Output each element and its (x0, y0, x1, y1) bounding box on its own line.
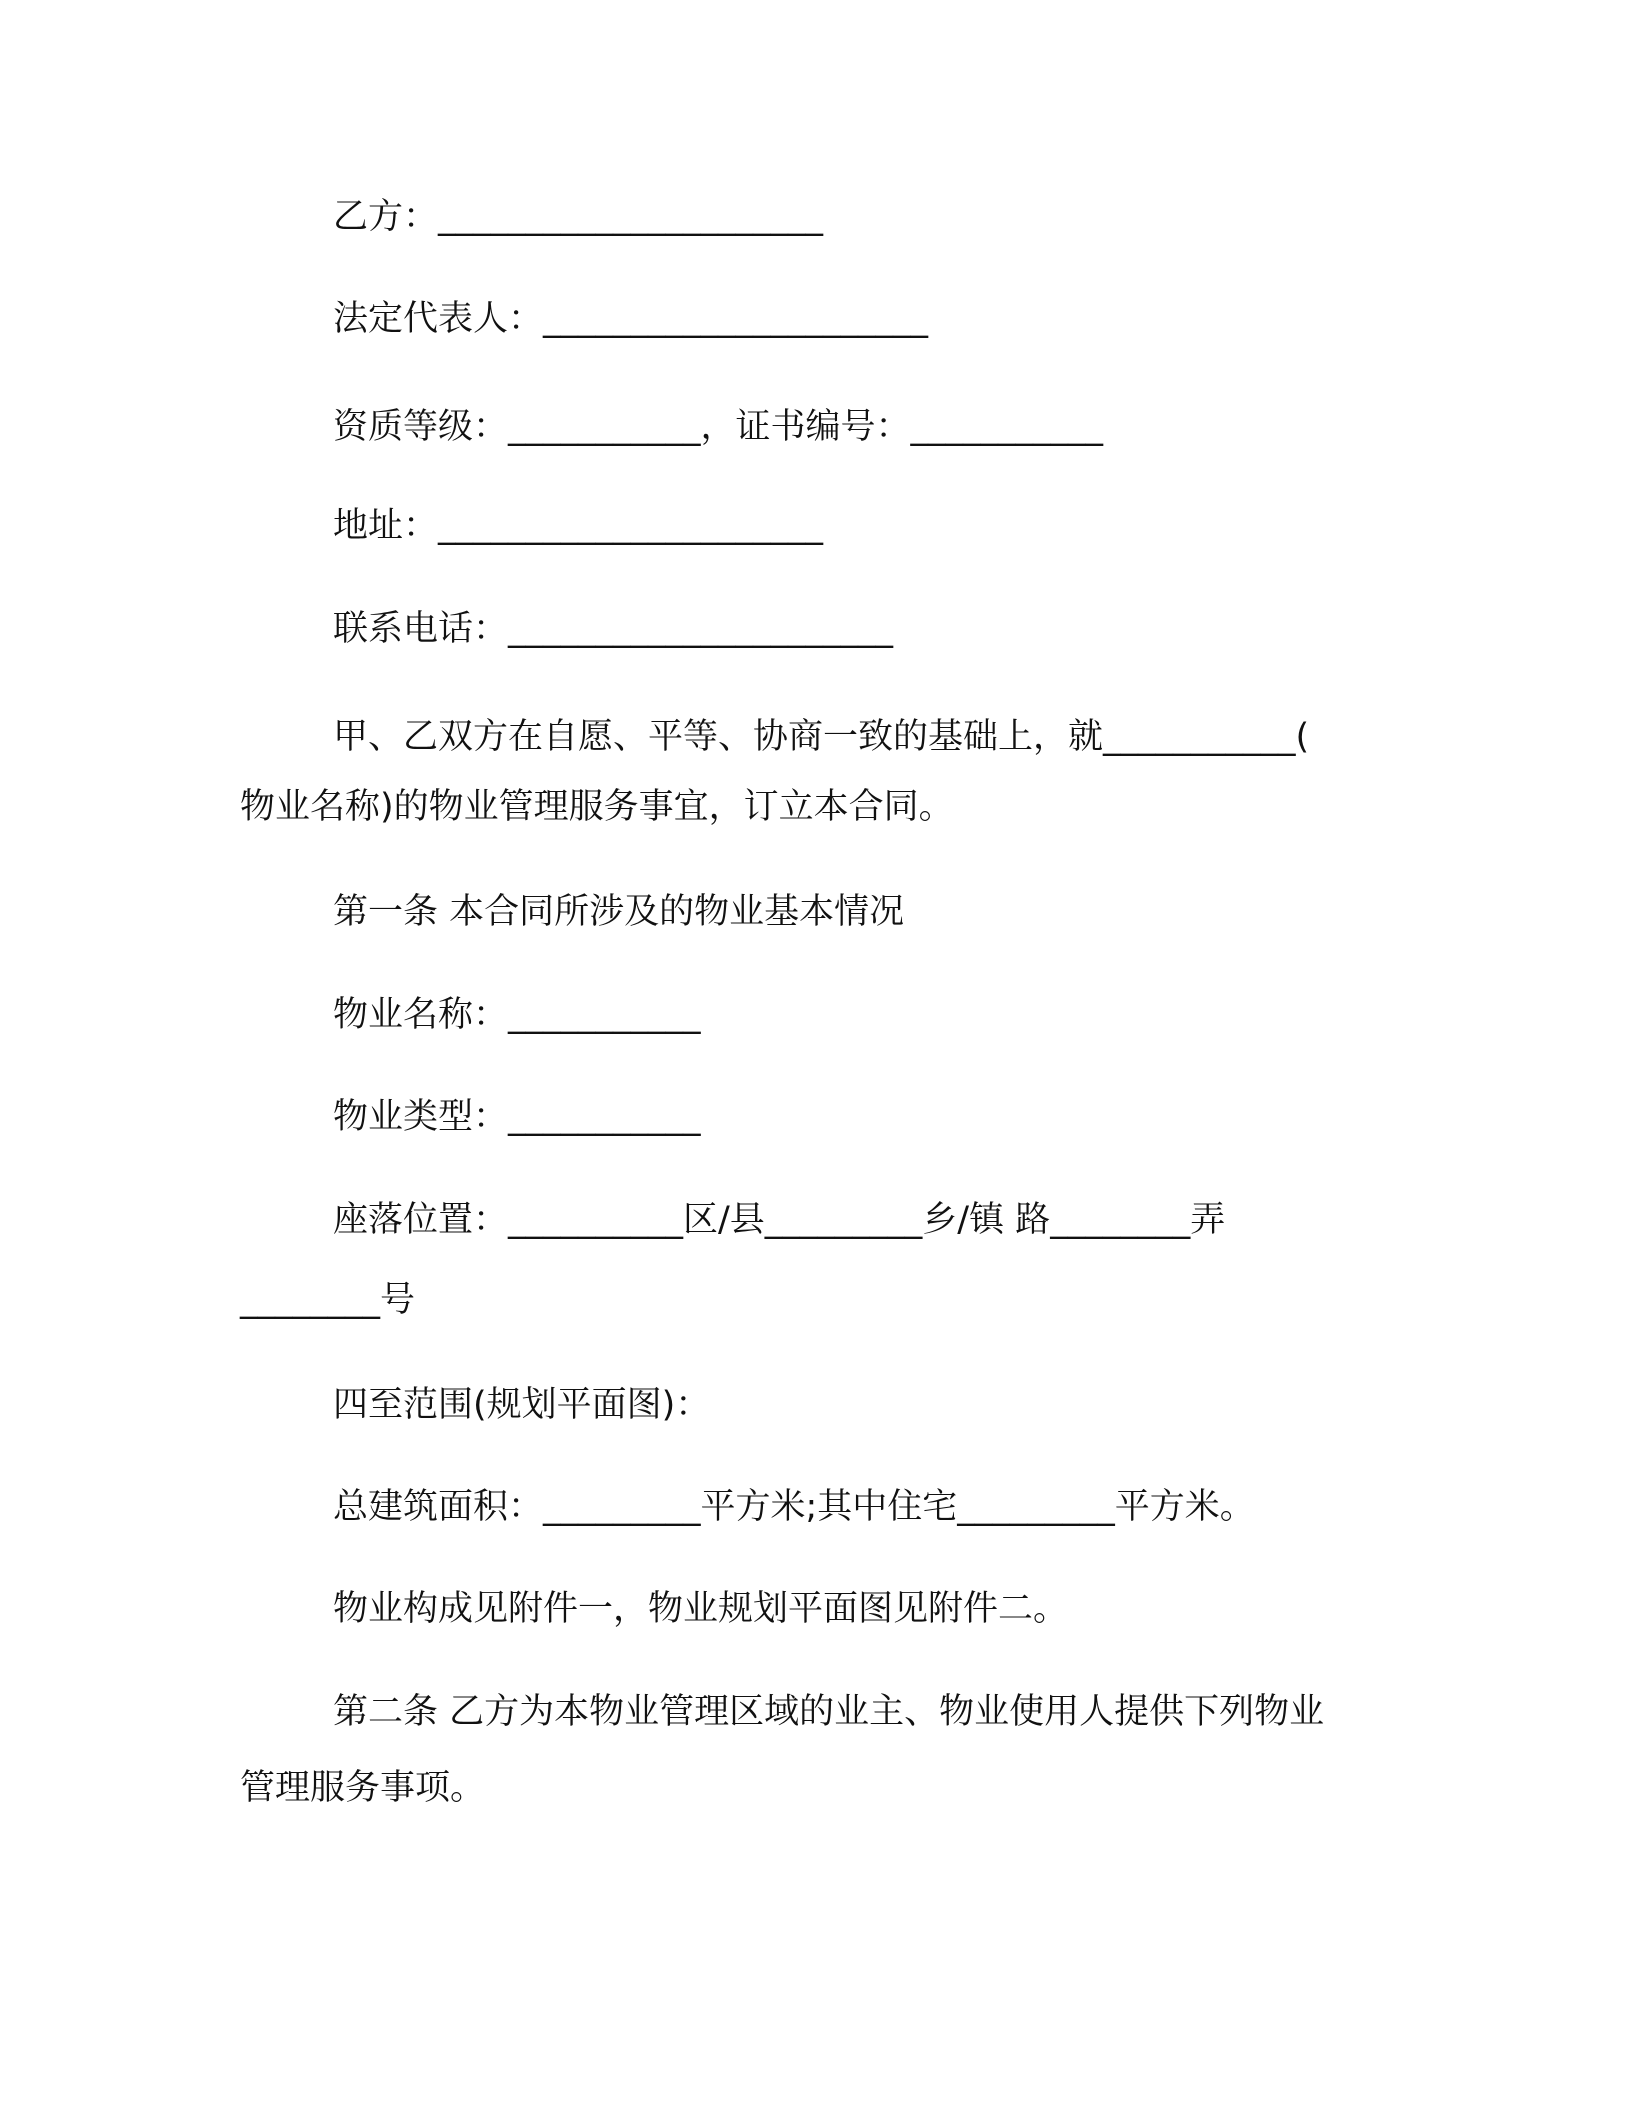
location-line-2: ________号 (240, 1280, 416, 1320)
article-two-line-2: 管理服务事项。 (240, 1768, 486, 1808)
party-b-line: 乙方：______________________ (333, 197, 824, 237)
qualification-certificate-line: 资质等级：___________，证书编号：___________ (333, 407, 1104, 447)
attachments-line: 物业构成见附件一，物业规划平面图见附件二。 (333, 1589, 1069, 1629)
article-one-heading: 第一条 本合同所涉及的物业基本情况 (333, 892, 905, 932)
article-two-line-1: 第二条 乙方为本物业管理区域的业主、物业使用人提供下列物业 (333, 1692, 1325, 1732)
property-type-line: 物业类型：___________ (333, 1097, 701, 1137)
floor-area-line: 总建筑面积：_________平方米;其中住宅_________平方米。 (333, 1487, 1255, 1527)
agreement-paragraph-line-2: 物业名称)的物业管理服务事宜，订立本合同。 (240, 787, 954, 827)
phone-line: 联系电话：______________________ (333, 609, 894, 649)
agreement-paragraph-line-1: 甲、乙双方在自愿、平等、协商一致的基础上，就___________( (333, 717, 1310, 757)
legal-representative-line: 法定代表人：______________________ (333, 299, 929, 339)
location-line-1: 座落位置：__________区/县_________乡/镇 路________弄 (333, 1200, 1226, 1240)
address-line: 地址：______________________ (333, 506, 824, 546)
boundary-line: 四至范围(规划平面图)： (333, 1385, 711, 1425)
property-name-line: 物业名称：___________ (333, 995, 701, 1035)
